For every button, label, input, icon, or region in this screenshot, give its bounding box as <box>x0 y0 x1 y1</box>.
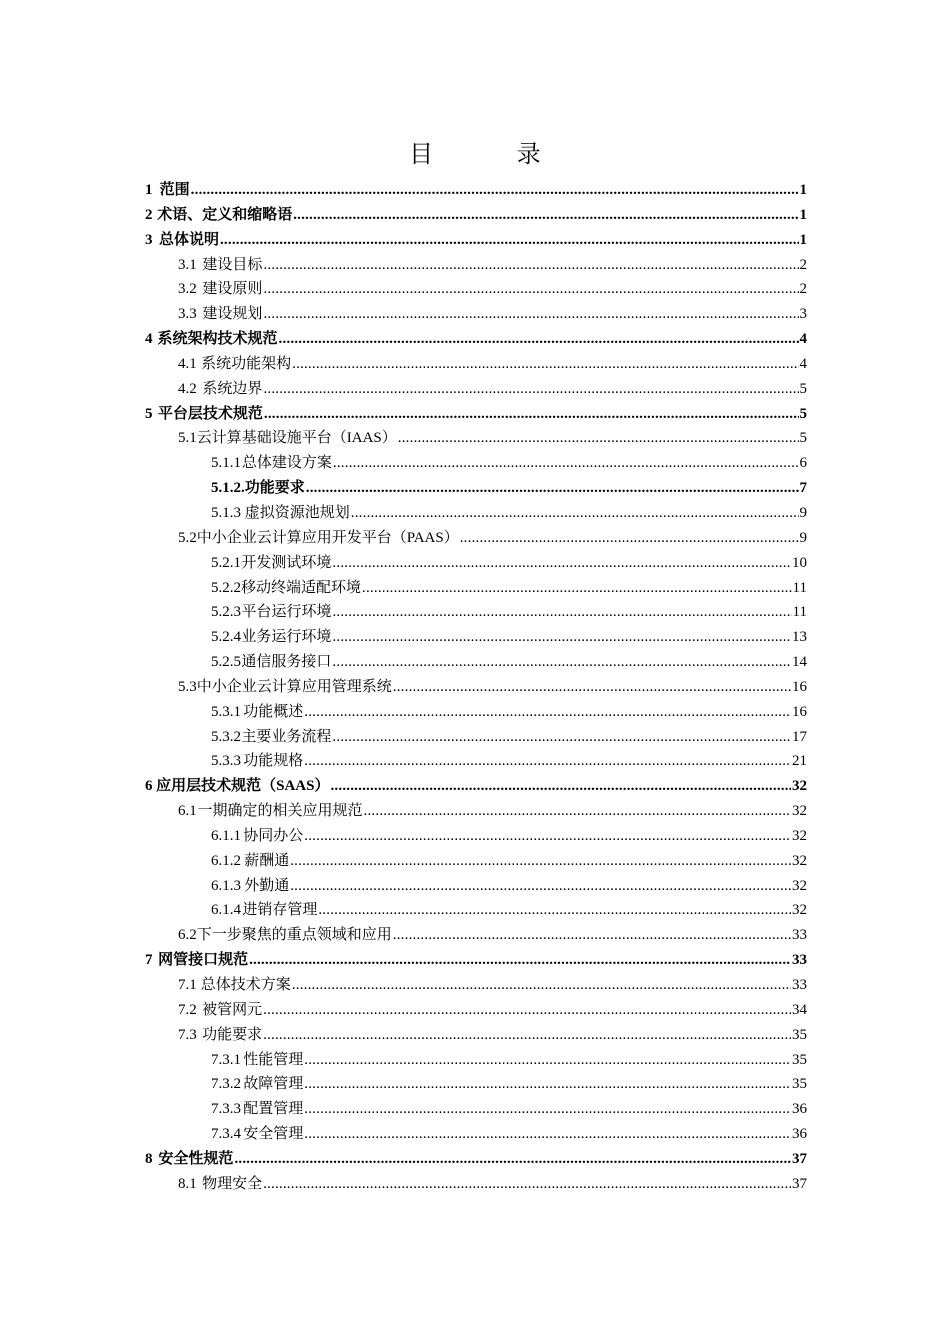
toc-entry-page-number: 9 <box>799 529 807 546</box>
toc-entry-number: 7.3.2 <box>211 1076 241 1093</box>
toc-entry[interactable] <box>145 1048 807 1073</box>
table-of-contents <box>145 178 807 1197</box>
dot-leader <box>398 426 799 451</box>
dot-leader <box>292 973 791 998</box>
toc-entry[interactable] <box>145 1072 807 1097</box>
toc-entry-label: 开发测试环境 <box>241 554 332 571</box>
toc-entry-page-number: 16 <box>792 678 807 695</box>
dot-leader <box>304 700 791 725</box>
toc-entry[interactable] <box>145 551 807 576</box>
toc-entry-label: 性能管理 <box>243 1051 304 1068</box>
toc-entry-label: 平台层技术规范 <box>157 405 263 422</box>
toc-entry-label: 术语、定义和缩略语 <box>157 206 293 223</box>
toc-entry-label: 总体技术方案 <box>200 977 291 993</box>
toc-entry-page-number: 36 <box>792 1126 807 1143</box>
toc-entry-number: 5.2.2 <box>211 579 241 596</box>
toc-entry-page-number: 13 <box>792 629 807 646</box>
toc-entry-label: 安全性规范 <box>158 1150 234 1167</box>
toc-entry-page-number: 4 <box>799 331 807 348</box>
toc-entry-page-number: 3 <box>799 306 807 323</box>
toc-entry-label: 协同办公 <box>243 827 304 844</box>
toc-entry[interactable] <box>145 402 807 427</box>
dot-leader <box>332 600 791 625</box>
toc-entry-number: 7.3.3 <box>211 1101 241 1118</box>
dot-leader <box>290 849 791 874</box>
toc-entry-page-number: 34 <box>792 1001 807 1018</box>
toc-entry-page-number: 35 <box>792 1026 807 1043</box>
toc-entry-number: 7.1 <box>178 977 197 993</box>
toc-entry-page-number: 10 <box>792 554 807 571</box>
toc-entry-page-number: 16 <box>792 703 807 720</box>
toc-entry[interactable] <box>145 377 807 402</box>
toc-entry[interactable] <box>145 948 807 973</box>
toc-entry-number: 8 <box>145 1150 153 1167</box>
toc-entry[interactable] <box>145 849 807 874</box>
toc-entry-number: 7.3 <box>178 1026 197 1043</box>
toc-entry[interactable] <box>145 1023 807 1048</box>
toc-entry-label: 薪酬通 <box>244 852 290 869</box>
toc-entry-page-number: 35 <box>792 1051 807 1068</box>
toc-entry-page-number: 21 <box>792 753 807 770</box>
toc-entry-page-number: 37 <box>792 1150 807 1167</box>
toc-entry-label: 一期确定的相关应用规范 <box>197 803 363 820</box>
dot-leader <box>264 402 799 427</box>
toc-entry-number: 7 <box>145 952 153 969</box>
toc-entry-label: 故障管理 <box>243 1076 304 1093</box>
dot-leader <box>304 824 791 849</box>
toc-entry-number: 5.3 <box>178 678 197 695</box>
dot-leader <box>220 228 799 253</box>
toc-entry-page-number: 11 <box>792 604 807 621</box>
toc-entry-number: 5.2.3 <box>211 604 241 621</box>
toc-entry-number: 2 <box>145 206 153 223</box>
toc-entry-label: 配置管理 <box>243 1101 304 1118</box>
toc-entry-number: 6.1 <box>178 803 197 820</box>
toc-entry-number: 6 <box>145 778 153 795</box>
toc-entry-page-number: 32 <box>792 852 807 869</box>
toc-entry-label: 通信服务接口 <box>241 654 332 671</box>
dot-leader <box>263 302 798 327</box>
toc-entry[interactable] <box>145 451 807 476</box>
dot-leader <box>332 725 791 750</box>
toc-entry[interactable] <box>145 228 807 253</box>
toc-entry-label: 总体建设方案 <box>241 455 332 472</box>
dot-leader <box>293 203 798 228</box>
toc-entry-label: 移动终端适配环境 <box>241 579 362 596</box>
toc-entry-number: 6.1.3 <box>211 877 241 894</box>
toc-entry[interactable] <box>145 824 807 849</box>
toc-entry-page-number: 33 <box>792 927 807 944</box>
toc-entry-number: 6.2 <box>178 927 197 944</box>
toc-entry-page-number: 33 <box>792 977 807 993</box>
toc-entry-number: 1 <box>145 182 153 198</box>
toc-entry-number: 3.2 <box>178 281 197 298</box>
toc-entry[interactable] <box>145 476 807 501</box>
dot-leader <box>362 576 792 601</box>
toc-entry[interactable] <box>145 1097 807 1122</box>
toc-entry[interactable] <box>145 700 807 725</box>
dot-leader <box>333 451 799 476</box>
dot-leader <box>393 923 791 948</box>
dot-leader <box>304 1097 791 1122</box>
dot-leader <box>306 476 799 501</box>
dot-leader <box>304 1072 791 1097</box>
toc-entry-label: 平台运行环境 <box>241 604 332 621</box>
toc-entry-number: 5.3.2 <box>211 728 241 745</box>
toc-entry[interactable] <box>145 1122 807 1147</box>
dot-leader <box>234 1147 791 1172</box>
toc-entry-number: 7.3.1 <box>211 1051 241 1068</box>
toc-entry-label: 主要业务流程 <box>241 728 332 745</box>
toc-entry-label: 业务运行环境 <box>241 629 332 646</box>
toc-entry-page-number: 7 <box>799 480 807 497</box>
toc-entry-label: 云计算基础设施平台（IAAS） <box>196 430 397 447</box>
toc-entry-page-number: 6 <box>799 455 807 472</box>
dot-leader <box>263 998 791 1023</box>
toc-entry[interactable] <box>145 277 807 302</box>
toc-entry-number: 6.1.4 <box>211 902 241 919</box>
toc-entry-label: 功能概述 <box>243 703 304 720</box>
toc-entry-page-number: 4 <box>799 355 807 372</box>
toc-entry[interactable] <box>145 302 807 327</box>
toc-entry[interactable] <box>145 426 807 451</box>
toc-entry[interactable] <box>145 749 807 774</box>
toc-entry-label: 物理安全 <box>202 1175 263 1192</box>
dot-leader <box>304 1122 791 1147</box>
dot-leader <box>351 501 799 526</box>
toc-entry-number: 8.1 <box>178 1175 197 1192</box>
toc-entry-page-number: 37 <box>792 1175 807 1192</box>
toc-entry-label: 网管接口规范 <box>158 952 249 969</box>
toc-entry[interactable] <box>145 923 807 948</box>
toc-entry-number: 5.2.4 <box>211 629 241 646</box>
toc-entry[interactable] <box>145 725 807 750</box>
toc-entry[interactable] <box>145 898 807 923</box>
toc-entry-number: 3.1 <box>178 256 197 273</box>
toc-entry[interactable] <box>145 675 807 700</box>
toc-entry[interactable] <box>145 774 807 799</box>
toc-entry-number: 5.2.5 <box>211 654 241 671</box>
toc-entry-label: 被管网元 <box>202 1001 263 1018</box>
dot-leader <box>460 526 799 551</box>
toc-entry[interactable] <box>145 576 807 601</box>
dot-leader <box>318 898 791 923</box>
toc-entry-number: 7.2 <box>178 1001 197 1018</box>
toc-entry-label: 建设目标 <box>202 256 263 273</box>
toc-entry-page-number: 35 <box>792 1076 807 1093</box>
toc-entry[interactable] <box>145 352 807 377</box>
toc-entry-label: 中小企业云计算应用管理系统 <box>196 678 392 695</box>
toc-entry-number: 5.3.1 <box>211 703 241 720</box>
toc-entry-page-number: 14 <box>792 654 807 671</box>
dot-leader <box>332 551 791 576</box>
toc-entry-page-number: 1 <box>799 231 807 248</box>
toc-entry[interactable] <box>145 625 807 650</box>
toc-entry-number: 6.1.1 <box>211 827 241 844</box>
toc-entry-number: 5.1 <box>178 430 197 447</box>
toc-entry-label: 系统边界 <box>202 380 263 397</box>
dot-leader <box>263 253 798 278</box>
toc-entry[interactable] <box>145 1172 807 1197</box>
toc-entry[interactable] <box>145 178 807 203</box>
dot-leader <box>332 625 791 650</box>
toc-entry-label: 中小企业云计算应用开发平台（PAAS） <box>196 529 459 546</box>
toc-entry-label: 建设原则 <box>202 281 263 298</box>
toc-entry-label: 5.1.2.功能要求 <box>211 480 305 497</box>
dot-leader <box>191 178 799 203</box>
toc-entry[interactable] <box>145 799 807 824</box>
dot-leader <box>292 352 798 377</box>
toc-entry-page-number: 11 <box>792 579 807 596</box>
toc-entry-number: 4 <box>145 331 153 348</box>
toc-entry-page-number: 33 <box>792 952 807 969</box>
toc-entry-label: 建设规划 <box>202 306 263 323</box>
dot-leader <box>332 650 791 675</box>
toc-entry-page-number: 5 <box>799 405 807 422</box>
dot-leader <box>304 749 791 774</box>
dot-leader <box>279 327 799 352</box>
toc-entry-number: 7.3.4 <box>211 1126 241 1143</box>
toc-entry[interactable] <box>145 327 807 352</box>
dot-leader <box>263 1023 791 1048</box>
toc-entry-label: 应用层技术规范（SAAS） <box>156 778 330 795</box>
dot-leader <box>290 874 791 899</box>
toc-entry-number: 4.1 <box>178 355 197 372</box>
toc-entry-number: 6.1.2 <box>211 852 241 869</box>
toc-entry-page-number: 5 <box>799 380 807 397</box>
toc-title: 目 录 <box>409 140 579 168</box>
toc-entry-page-number: 36 <box>792 1101 807 1118</box>
toc-entry-page-number: 1 <box>799 206 807 223</box>
toc-entry[interactable] <box>145 526 807 551</box>
dot-leader <box>364 799 791 824</box>
toc-entry-label: 系统功能架构 <box>201 355 292 372</box>
toc-entry[interactable] <box>145 874 807 899</box>
toc-entry-label: 范围 <box>159 182 190 198</box>
toc-entry-number: 5.2 <box>178 529 197 546</box>
toc-entry-page-number: 9 <box>799 504 807 521</box>
toc-entry[interactable] <box>145 973 807 998</box>
toc-entry-label: 系统架构技术规范 <box>157 331 278 348</box>
toc-entry-number: 5.3.3 <box>211 753 241 770</box>
toc-entry-page-number: 1 <box>799 182 807 198</box>
toc-entry-number: 4.2 <box>178 380 197 397</box>
toc-entry[interactable] <box>145 253 807 278</box>
toc-entry-page-number: 5 <box>799 430 807 447</box>
toc-entry[interactable] <box>145 203 807 228</box>
toc-entry-label: 外勤通 <box>244 877 290 894</box>
dot-leader <box>263 1172 791 1197</box>
toc-entry-page-number: 2 <box>799 281 807 298</box>
toc-entry-page-number: 17 <box>792 728 807 745</box>
toc-entry-label: 功能规格 <box>243 753 304 770</box>
dot-leader <box>393 675 791 700</box>
toc-entry[interactable] <box>145 650 807 675</box>
toc-entry-page-number: 32 <box>792 902 807 919</box>
toc-entry-label: 安全管理 <box>243 1126 304 1143</box>
toc-entry-label: 下一步聚焦的重点领域和应用 <box>196 927 392 944</box>
toc-entry-number: 5 <box>145 405 153 422</box>
toc-entry-label: 总体说明 <box>158 231 219 248</box>
toc-entry-label: 进销存管理 <box>242 902 318 919</box>
dot-leader <box>249 948 791 973</box>
dot-leader <box>263 377 798 402</box>
toc-entry-label: 功能要求 <box>202 1026 263 1043</box>
toc-entry-page-number: 2 <box>799 256 807 273</box>
toc-entry-number: 3 <box>145 231 153 248</box>
toc-entry-number: 5.1.1 <box>211 455 241 472</box>
toc-entry[interactable] <box>145 501 807 526</box>
dot-leader <box>304 1048 791 1073</box>
toc-entry-page-number: 32 <box>792 877 807 894</box>
toc-entry[interactable] <box>145 600 807 625</box>
toc-entry[interactable] <box>145 1147 807 1172</box>
toc-entry-page-number: 32 <box>792 778 807 795</box>
toc-entry-page-number: 32 <box>792 827 807 844</box>
dot-leader <box>263 277 798 302</box>
toc-entry-number: 5.2.1 <box>211 554 241 571</box>
toc-entry-label: 5.1.3 虚拟资源池规划 <box>211 504 350 521</box>
toc-entry[interactable] <box>145 998 807 1023</box>
toc-entry-number: 3.3 <box>178 306 197 323</box>
toc-entry-page-number: 32 <box>792 803 807 820</box>
dot-leader <box>330 774 791 799</box>
